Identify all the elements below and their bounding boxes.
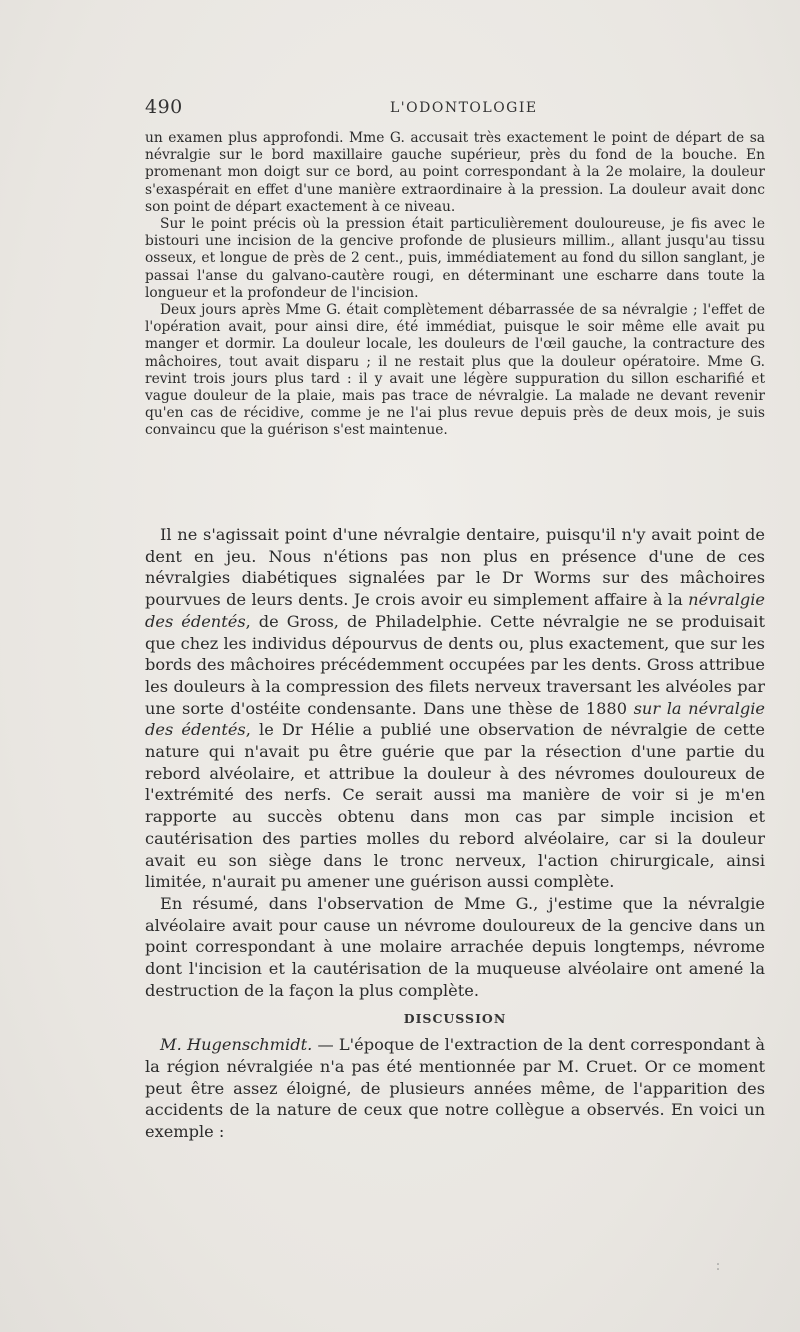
- text-run: — L'époque de l'extraction de la dent correspondant à la région névralgiée n'a pas été mentionnée par M. Cruet. Or ce moment peut être assez éloigné, de plusieurs années même, de l'apparition des accidents de la nature de ceux que notre collègue a observés. En voici un exemple :: [145, 1035, 765, 1141]
- page-number: 490: [145, 96, 183, 118]
- observation-text: [145, 130, 765, 440]
- paragraph: un examen plus approfondi. Mme G. accusait très exactement le point de départ de sa névralgie sur le bord maxillaire gauche supérieur, près du fond de la bouche. En promenant mon doigt sur ce bord, au point correspondant à la 2e molaire, la douleur s'exaspérait en effet d'une manière extraordinaire à la pression. La douleur avait donc son point de départ exactement à ce niveau.: [145, 130, 765, 215]
- text-run: Il ne s'agissait point d'une névralgie dentaire, puisqu'il n'y avait point de dent en jeu. Nous n'étions pas non plus en présence d'une de ces névralgies diabétiques signalées par le Dr Worms sur des mâchoires pourvues de leurs dents. Je crois avoir eu simplement affaire à la: [145, 525, 765, 610]
- paragraph: En résumé, dans l'observation de Mme G., j'estime que la névralgie alvéolaire avait pour cause un névrome douloureux de la gencive dans un point correspondant à une molaire arrachée depuis longtemps, névrome dont l'incision et la cautérisation de la muqueuse alvéolaire ont amené la destruction de la façon la plus complète.: [145, 893, 765, 1000]
- paragraph: Sur le point précis où la pression était particulièrement douloureuse, je fis avec le bistouri une incision de la gencive profonde de plusieurs millim., allant jusqu'au tissu osseux, et longue de près de 2 cent., puis, immédiatement au fond du sillon sanglant, je passai l'anse du galvano-cautère rougi, en déterminant une escharre dans toute la longueur et la profondeur de l'incision.: [145, 216, 765, 301]
- italic-term: névralgie des édentés: [145, 590, 765, 631]
- page-header: [145, 96, 765, 122]
- running-title: L'ODONTOLOGIE: [390, 100, 538, 116]
- paragraph: [145, 1034, 765, 1143]
- speaker-name: M. Hugenschmidt.: [160, 1035, 313, 1055]
- section-heading: DISCUSSION: [403, 1011, 507, 1027]
- paragraph: Deux jours après Mme G. était complètement débarrassée de sa névralgie ; l'effet de l'opération avait, pour ainsi dire, été immédiat, puisque le soir même elle avait pu manger et dormir. La douleur locale, les douleurs de l'œil gauche, la contracture des mâchoires, tout avait disparu ; il ne restait plus que la douleur opératoire. Mme G. revint trois jours plus tard : il y avait une légère suppuration du sillon escharifié et vague douleur de la plaie, mais pas trace de névralgie. La malade ne devant revenir qu'en cas de récidive, comme je ne l'ai plus revue depuis près de deux mois, je suis convaincu que la guérison s'est maintenue.: [145, 302, 765, 439]
- italic-title: sur la névralgie des édentés: [145, 698, 765, 740]
- text-run: , de Gross, de Philadelphie. Cette névralgie ne se produisait que chez les individus dépourvus de dents ou, plus exactement, que sur les bords des mâchoires précédemment occupées par les dents. Gross attribue les douleurs à la compression des filets nerveux traversant les alvéoles par une sorte d'ostéite condensante. Dans une thèse de 1880: [145, 611, 765, 718]
- paragraph: [145, 524, 765, 893]
- paper-speck: [716, 1262, 720, 1272]
- commentary-text: [145, 524, 765, 1143]
- text-run: , le Dr Hélie a publié une observation de névralgie de cette nature qui n'avait pu être guérie que par la résection d'une partie du rebord alvéolaire, et attribue la douleur à des névromes douloureux de l'extrémité des nerfs. Ce serait aussi ma manière de voir si je m'en rapporte au succès obtenu dans mon cas par simple incision et cautérisation des parties molles du rebord alvéolaire, car si la douleur avait eu son siège dans le tronc nerveux, l'action chirurgicale, ainsi limitée, n'aurait pu amener une guérison aussi complète.: [145, 720, 766, 892]
